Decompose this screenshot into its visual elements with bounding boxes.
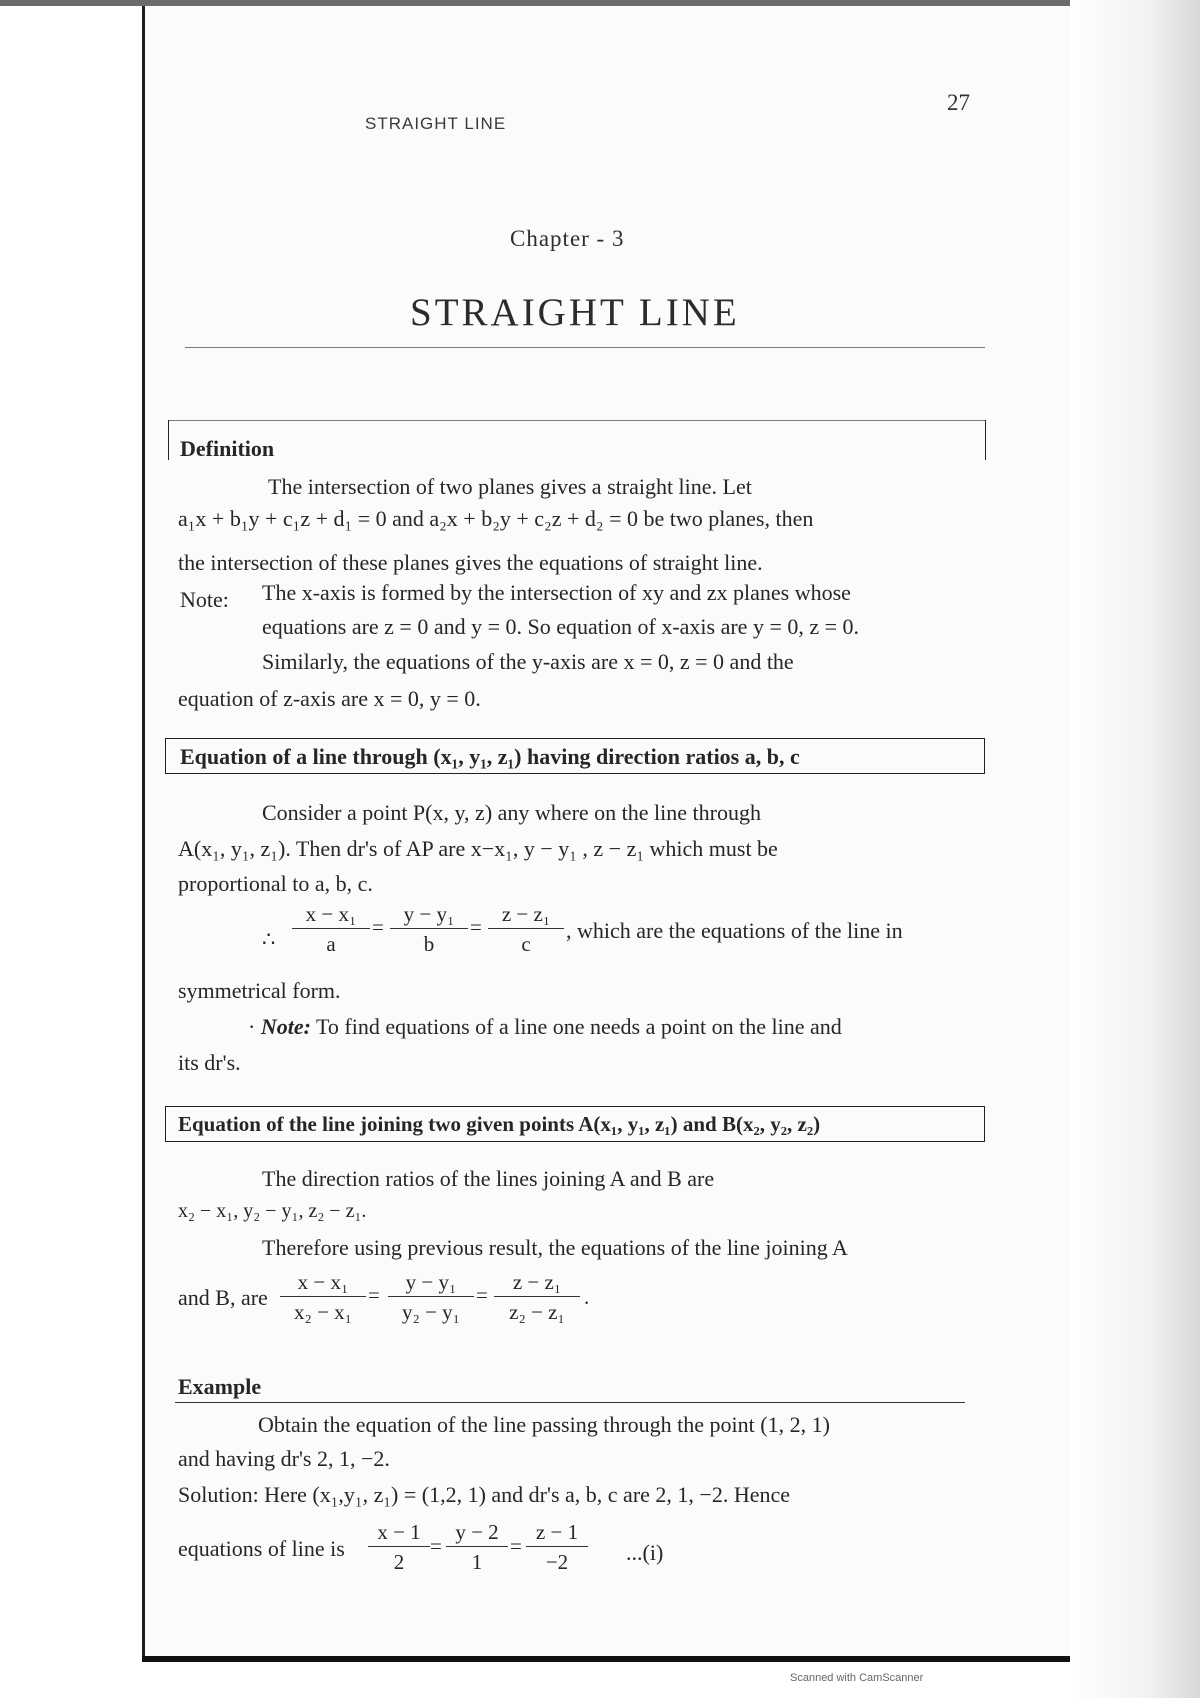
page-number: 27 bbox=[947, 90, 970, 115]
note-line-2: equations are z = 0 and y = 0. So equation of x-axis are y = 0, z = 0. bbox=[262, 614, 860, 639]
section2-para-1: The direction ratios of the lines joining A and B are bbox=[262, 1166, 715, 1191]
fraction-x bbox=[280, 1268, 366, 1327]
denominator: −2 bbox=[545, 1550, 569, 1574]
denominator: a bbox=[326, 932, 336, 956]
numerator: x − x₁ bbox=[292, 900, 370, 929]
equals-sign: = bbox=[476, 1283, 488, 1307]
example-heading: Example bbox=[178, 1374, 262, 1399]
numerator: y − 2 bbox=[446, 1518, 508, 1547]
section2-para-3: Therefore using previous result, the equations of the line joining A bbox=[262, 1235, 848, 1260]
definition-text-1: The intersection of two planes gives a straight line. Let bbox=[268, 474, 752, 499]
denominator: b bbox=[423, 932, 435, 956]
numerator: x − 1 bbox=[368, 1518, 430, 1547]
denominator: c bbox=[521, 932, 531, 956]
chapter-label: Chapter - 3 bbox=[510, 226, 625, 251]
section1-heading: Equation of a line through (x₁, y₁, z₁) having direction ratios a, b, c bbox=[180, 744, 800, 769]
equals-sign: = bbox=[510, 1534, 522, 1558]
definition-top-rule bbox=[168, 420, 986, 421]
denominator: 2 bbox=[393, 1550, 405, 1574]
fraction-x bbox=[368, 1518, 430, 1577]
scan-margin-right bbox=[1070, 0, 1200, 1698]
example-lead: equations of line is bbox=[178, 1536, 345, 1561]
fraction-z bbox=[488, 900, 564, 959]
numerator: z − z₁ bbox=[488, 900, 564, 929]
period: . bbox=[584, 1285, 590, 1309]
section1-eq-text-2: symmetrical form. bbox=[178, 978, 341, 1003]
section1-note-text-2: its dr's. bbox=[178, 1050, 241, 1075]
definition-left-bracket bbox=[168, 420, 170, 460]
scan-bottom-edge bbox=[142, 1656, 1070, 1662]
example-rule bbox=[175, 1402, 965, 1403]
numerator: x − x₁ bbox=[280, 1268, 366, 1297]
denominator: x₂ − x₁ bbox=[294, 1300, 352, 1324]
section1-para-3: proportional to a, b, c. bbox=[178, 871, 373, 896]
example-solution-1: Solution: Here (x₁,y₁, z₁) = (1,2, 1) and dr's a, b, c are 2, 1, −2. Hence bbox=[178, 1482, 791, 1507]
therefore-symbol: ∴ bbox=[262, 927, 276, 951]
fraction-y bbox=[388, 1268, 474, 1327]
definition-text-2: be two planes, then bbox=[637, 506, 814, 531]
section2-heading: Equation of the line joining two given points A(x₁, y₁, z₁) and B(x₂, y₂, z₂) bbox=[178, 1112, 821, 1136]
numerator: z − 1 bbox=[526, 1518, 588, 1547]
denominator: 1 bbox=[471, 1550, 483, 1574]
bullet: · bbox=[248, 1014, 256, 1039]
note-text: To find equations of a line one needs a point on the line and bbox=[310, 1014, 842, 1039]
equation-reference: ...(i) bbox=[626, 1540, 664, 1565]
equals-sign: = bbox=[368, 1283, 380, 1307]
section2-lead: and B, are bbox=[178, 1285, 268, 1310]
scanner-watermark: Scanned with CamScanner bbox=[790, 1672, 924, 1684]
note-line-1: The x-axis is formed by the intersection of xy and zx planes whose bbox=[262, 580, 851, 605]
definition-text-3: the intersection of these planes gives the equations of straight line. bbox=[178, 550, 763, 575]
equals-sign: = bbox=[430, 1534, 442, 1558]
example-question-1: Obtain the equation of the line passing through the point (1, 2, 1) bbox=[258, 1412, 830, 1437]
book-page bbox=[142, 6, 1073, 1656]
scan-margin-left bbox=[0, 0, 142, 1698]
note-label: Note: bbox=[180, 587, 229, 612]
numerator: z − z₁ bbox=[494, 1268, 580, 1297]
definition-right-bracket bbox=[985, 420, 987, 460]
equals-sign: = bbox=[470, 915, 482, 939]
plane-equation-1: a₁x + b₁y + c₁z + d₁ = 0 bbox=[178, 506, 387, 531]
title-rule bbox=[185, 347, 985, 348]
example-question-2: and having dr's 2, 1, −2. bbox=[178, 1446, 390, 1471]
section1-para-2: A(x₁, y₁, z₁). Then dr's of AP are x−x₁, y − y₁ , z − z₁ which must be bbox=[178, 836, 778, 861]
fraction-z bbox=[494, 1268, 580, 1327]
fraction-y bbox=[390, 900, 468, 959]
numerator: y − y₁ bbox=[390, 900, 468, 929]
chapter-title: STRAIGHT LINE bbox=[410, 291, 740, 334]
fraction-x bbox=[292, 900, 370, 959]
plane-equation-2: a₂x + b₂y + c₂z + d₂ = 0 bbox=[429, 506, 638, 531]
section1-eq-text: , which are the equations of the line in bbox=[566, 918, 903, 943]
section1-note-line bbox=[248, 1014, 842, 1040]
fraction-y bbox=[446, 1518, 508, 1577]
fraction-z bbox=[526, 1518, 588, 1577]
equals-sign: = bbox=[372, 915, 384, 939]
numerator: y − y₁ bbox=[388, 1268, 474, 1297]
definition-planes-line bbox=[178, 506, 813, 532]
note-line-4: equation of z-axis are x = 0, y = 0. bbox=[178, 686, 481, 711]
note-line-3: Similarly, the equations of the y-axis are x = 0, z = 0 and the bbox=[262, 649, 794, 674]
denominator: z₂ − z₁ bbox=[509, 1300, 565, 1324]
section2-para-2: x₂ − x₁, y₂ − y₁, z₂ − z₁. bbox=[178, 1200, 367, 1222]
and-word: and bbox=[386, 506, 430, 531]
running-title: STRAIGHT LINE bbox=[365, 114, 507, 133]
definition-heading: Definition bbox=[180, 436, 275, 461]
note-label: Note: bbox=[260, 1014, 311, 1039]
denominator: y₂ − y₁ bbox=[402, 1300, 460, 1324]
section1-para-1: Consider a point P(x, y, z) any where on the line through bbox=[262, 800, 761, 825]
